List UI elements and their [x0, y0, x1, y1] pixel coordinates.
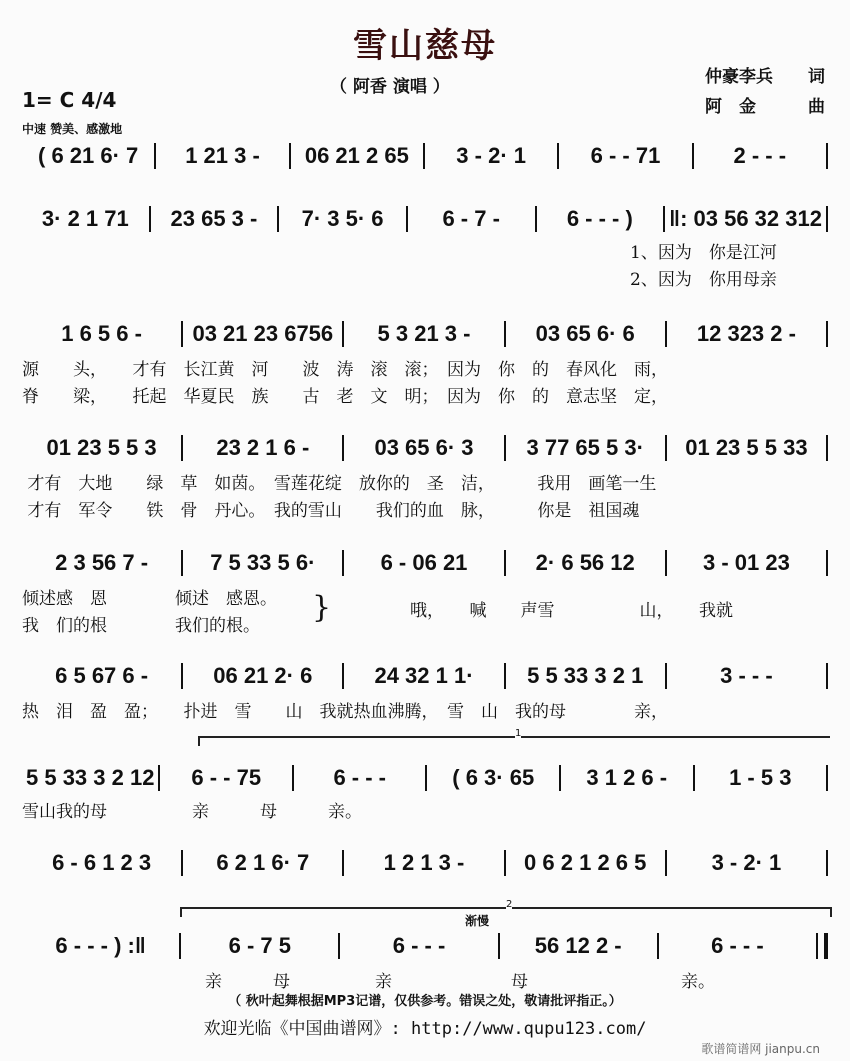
volta-number: 1	[515, 728, 522, 739]
lyric-line: 我 们的根 我们的根。	[22, 616, 260, 636]
barline	[826, 663, 828, 689]
composer-role: 曲	[808, 97, 825, 117]
measure: ( 6 3· 65	[452, 765, 535, 790]
measure: 3 77 65 5 3·	[526, 435, 644, 460]
measure: 7· 3 5· 6	[301, 206, 384, 231]
final-barline	[816, 933, 828, 959]
lyric-line: 才有 军令 铁 骨 丹心。 我的雪山 我们的血 脉， 你是 祖国魂	[22, 501, 640, 521]
measure: 7 5 33 5 6·	[210, 550, 316, 575]
measure: 06 21 2 65	[304, 143, 409, 168]
measure: 2· 6 56 12	[535, 550, 635, 575]
lyric-line: 热 泪 盈 盈； 扑进 雪 山 我就热血沸腾， 雪 山 我的母 亲，	[22, 702, 668, 722]
measure: 03 21 23 6756	[192, 321, 334, 346]
lyricist-name: 仲豪李兵	[705, 67, 773, 87]
site-footer: 欢迎光临《中国曲谱网》: http://www.qupu123.com/	[203, 1019, 647, 1039]
composer-name: 阿 金	[705, 97, 756, 117]
measure: 6 - - -	[333, 765, 386, 790]
tempo-marking: 中速 赞美、感激地	[22, 122, 123, 136]
measure: 6 - 06 21	[380, 550, 468, 575]
lyric-line: 1、因为 你是江河	[630, 243, 777, 263]
measure: 24 32 1 1·	[374, 663, 474, 688]
measure: 1 21 3 -	[185, 143, 260, 168]
measure: 6 - 7 5	[228, 933, 291, 958]
barline	[826, 206, 828, 232]
singer: （ 阿香 演唱 ）	[330, 77, 450, 97]
barline	[826, 321, 828, 347]
composer-credit	[705, 92, 825, 117]
lyricist-role: 词	[808, 67, 825, 87]
notation-row	[22, 141, 828, 171]
lyric-line: 才有 大地 绿 草 如茵。 雪莲花绽 放你的 圣 洁， 我用 画笔一生	[22, 474, 657, 494]
measure: 1 6 5 6 -	[61, 321, 142, 346]
lyric-line: 雪山我的母 亲 母 亲。	[22, 802, 362, 822]
measure: 2 3 56 7 -	[55, 550, 149, 575]
measure: 03 65 6· 6	[535, 321, 635, 346]
measure: 6 - 7 -	[442, 206, 500, 231]
notation-row	[22, 204, 828, 234]
measure: 3 1 2 6 -	[586, 765, 668, 790]
measure: 6 - - -	[392, 933, 446, 958]
measure: 6 - - -	[711, 933, 764, 958]
watermark: 歌谱简谱网 jianpu.cn	[701, 1042, 820, 1056]
lyric-line: 哦， 喊 声雪 山， 我就	[410, 601, 733, 621]
measure: 06 21 2· 6	[213, 663, 313, 688]
lyric-line: 亲 母 亲 母 亲。	[205, 972, 715, 992]
second-ending-bracket	[180, 899, 832, 917]
notation-row	[22, 661, 828, 691]
measure: 23 65 3 -	[170, 206, 258, 231]
measure: 6 - - - ) :‖	[55, 933, 146, 958]
notation-row	[22, 763, 828, 793]
notation-row	[22, 931, 828, 961]
barline	[826, 435, 828, 461]
notation-row	[22, 433, 828, 463]
measure: 3 - - -	[720, 663, 773, 688]
measure: ‖: 03 56 32 312	[669, 206, 822, 231]
barline	[826, 550, 828, 576]
key-signature: 1= C 4/4	[22, 88, 117, 112]
measure: 6 2 1 6· 7	[216, 850, 310, 875]
measure: 6 - - 75	[191, 765, 262, 790]
measure: 03 65 6· 3	[374, 435, 474, 460]
measure: 01 23 5 5 33	[685, 435, 808, 460]
measure: 6 - - 71	[590, 143, 661, 168]
measure: 3 - 01 23	[702, 550, 790, 575]
brace: }	[312, 590, 332, 625]
lyric-line: 源 头， 才有 长江黄 河 波 涛 滚 滚； 因为 你 的 春风化 雨，	[22, 360, 668, 380]
volta-number: 2	[506, 899, 513, 910]
measure: 3 - 2· 1	[711, 850, 782, 875]
notation-row	[22, 548, 828, 578]
notation-row	[22, 848, 828, 878]
measure: 3 - 2· 1	[456, 143, 526, 168]
measure: 3· 2 1 71	[41, 206, 129, 231]
lyric-line: 倾述感 恩 倾述 感恩。	[22, 589, 277, 609]
measure: 6 - - - )	[566, 206, 633, 231]
measure: 0 6 2 1 2 6 5	[524, 850, 647, 875]
barline	[826, 850, 828, 876]
lyric-line: 2、因为 你用母亲	[630, 270, 777, 290]
notation-row	[22, 319, 828, 349]
measure: 5 3 21 3 -	[377, 321, 471, 346]
measure: 5 5 33 3 2 12	[26, 765, 155, 790]
barline	[826, 143, 828, 169]
measure: 6 5 67 6 -	[55, 663, 149, 688]
lyricist-credit	[705, 62, 825, 87]
barline	[826, 765, 828, 791]
measure: 1 2 1 3 -	[383, 850, 465, 875]
measure: 01 23 5 5 3	[46, 435, 157, 460]
measure: ( 6 21 6· 7	[38, 143, 139, 168]
measure: 12 323 2 -	[696, 321, 796, 346]
measure: 6 - 6 1 2 3	[52, 850, 152, 875]
song-title: 雪山慈母	[353, 26, 497, 66]
measure: 2 - - -	[733, 143, 787, 168]
transcription-note: （ 秋叶起舞根据MP3记谱，仅供参考。错误之处，敬请批评指正。）	[228, 994, 622, 1009]
measure: 1 - 5 3	[729, 765, 792, 790]
lyric-line: 脊 梁， 托起 华夏民 族 古 老 文 明； 因为 你 的 意志坚 定，	[22, 387, 668, 407]
ritardando-marking: 渐慢	[465, 914, 490, 928]
measure: 23 2 1 6 -	[216, 435, 310, 460]
first-ending-bracket	[198, 728, 830, 746]
measure: 56 12 2 -	[534, 933, 622, 958]
measure: 5 5 33 3 2 1	[527, 663, 644, 688]
